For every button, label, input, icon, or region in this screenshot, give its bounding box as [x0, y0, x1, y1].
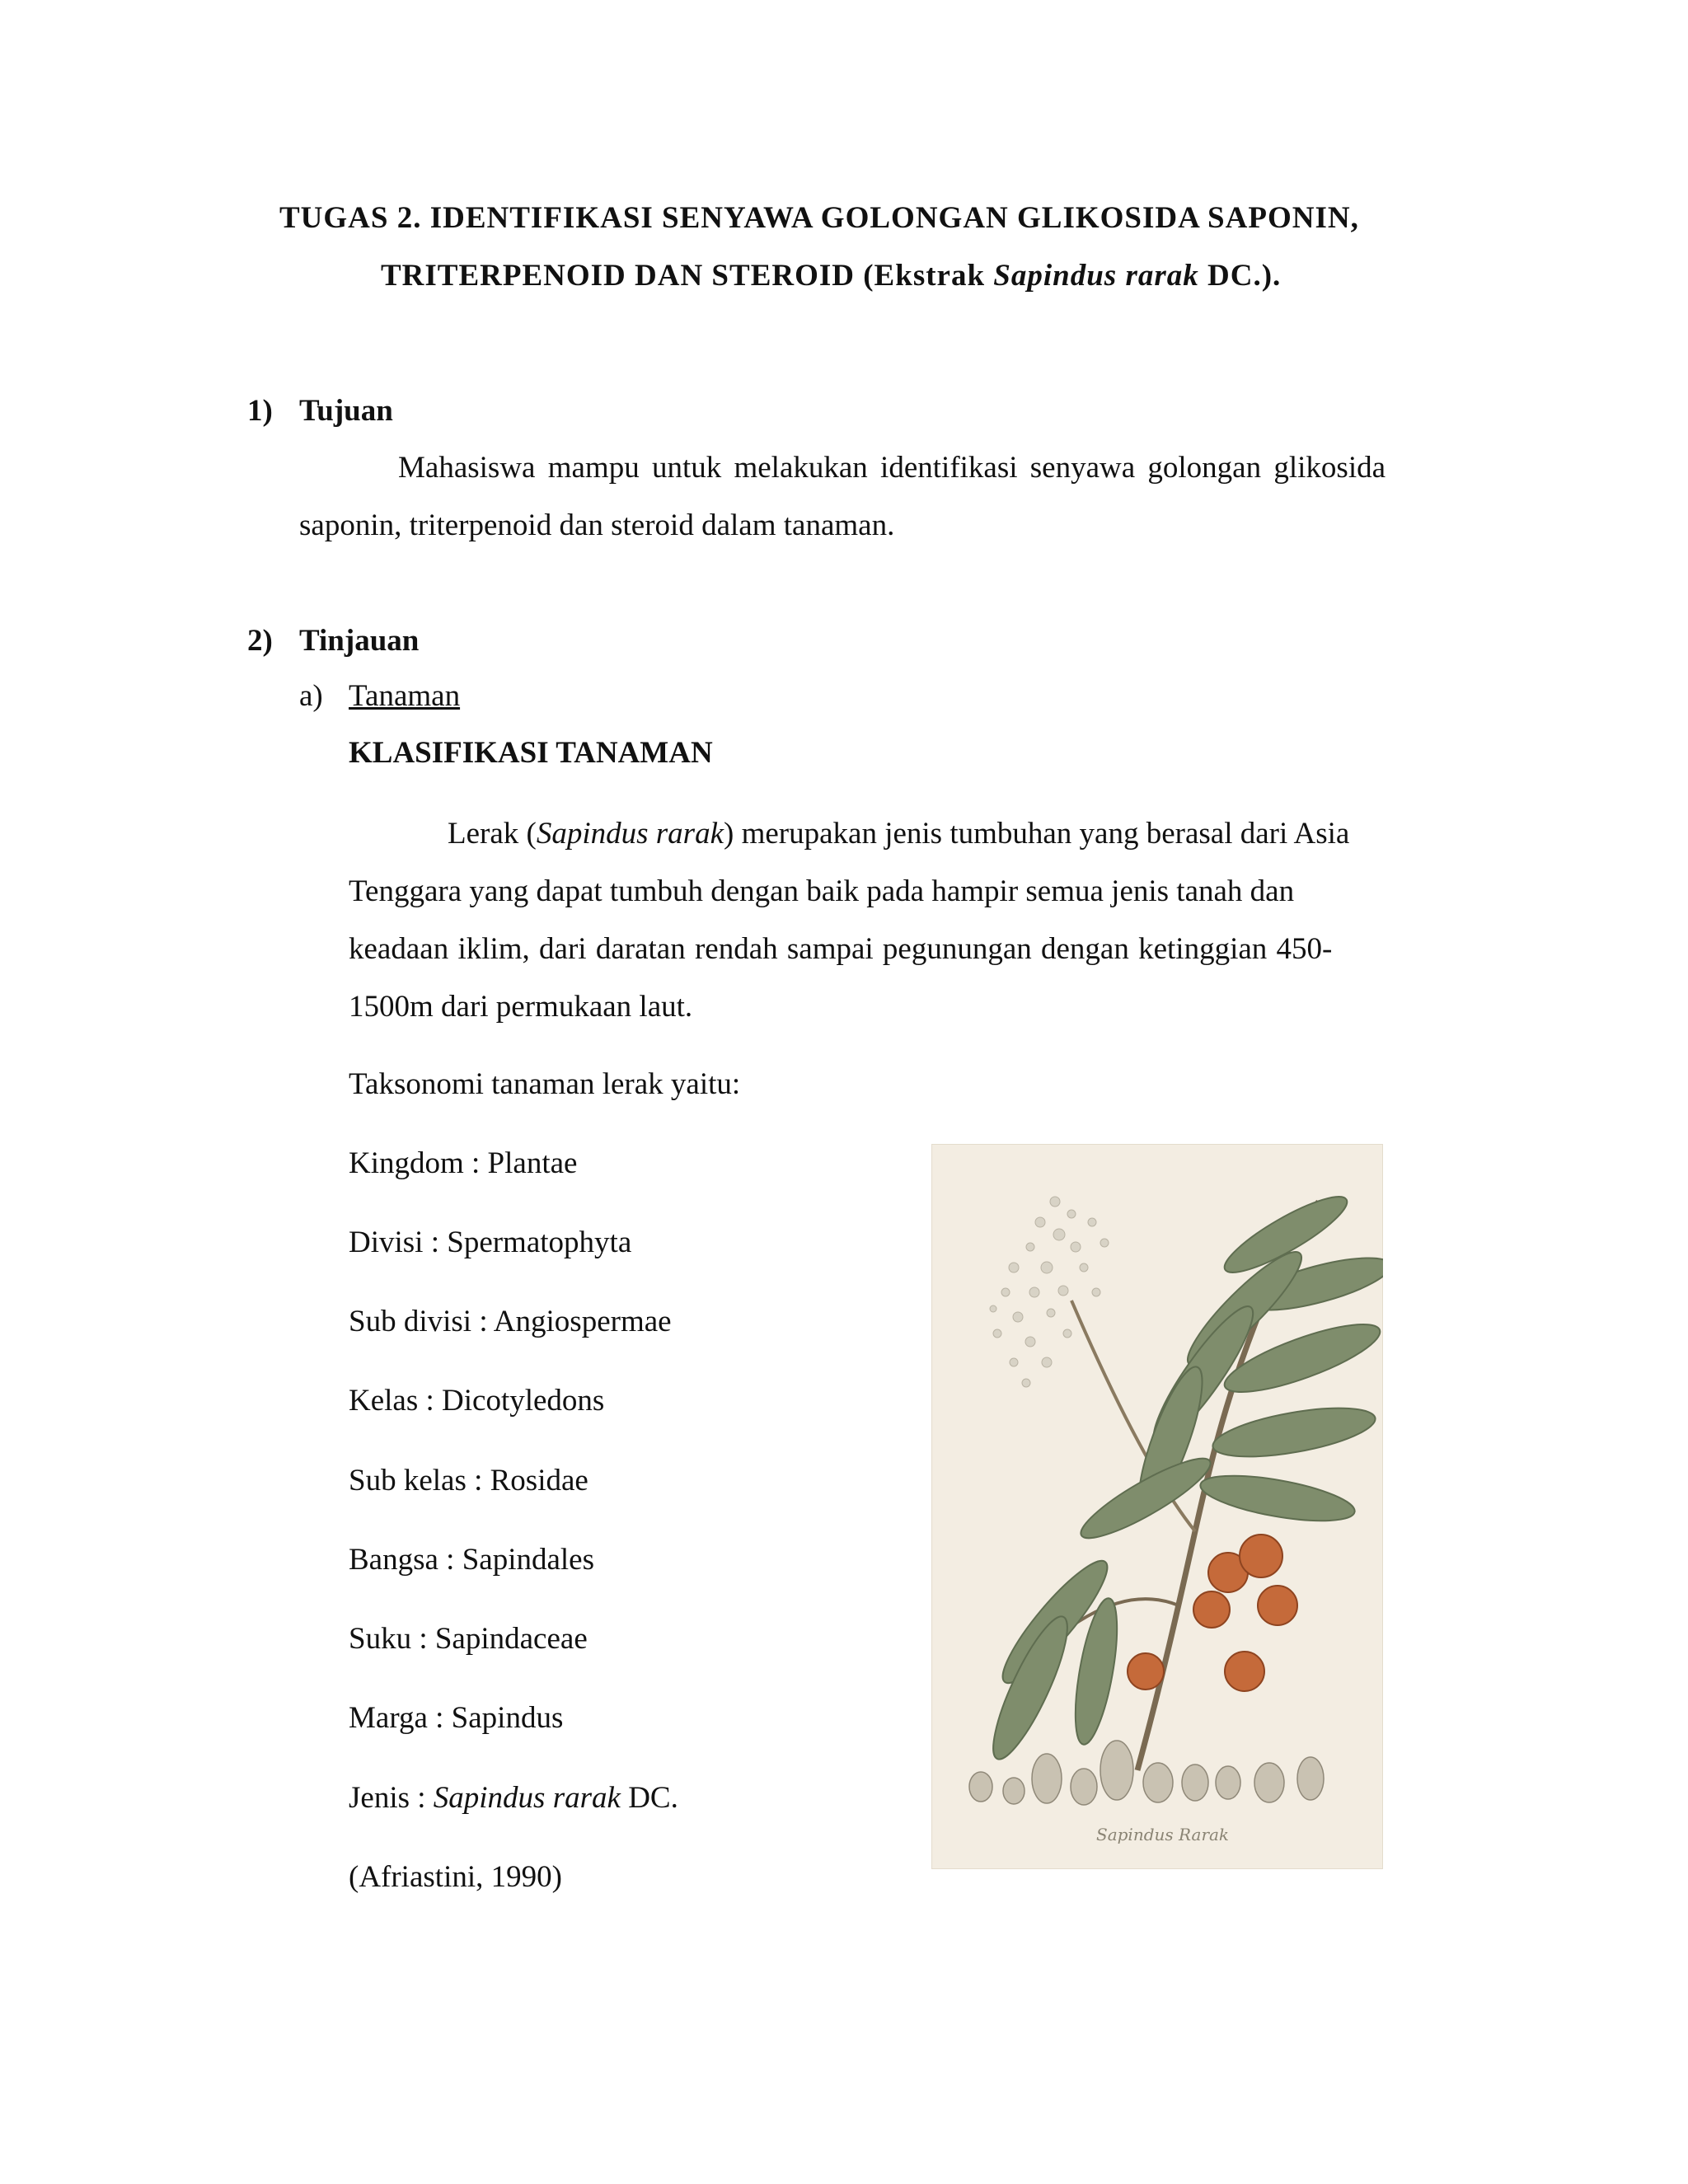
description-line1-pre: Lerak (: [448, 817, 537, 851]
seed-details: [969, 1741, 1324, 1805]
taxonomy-suku: Suku : Sapindaceae: [349, 1622, 588, 1656]
taxonomy-bangsa: Bangsa : Sapindales: [349, 1543, 595, 1577]
taxonomy-marga: Marga : Sapindus: [349, 1701, 564, 1735]
section1-heading: Tujuan: [299, 394, 393, 428]
fruits: [1128, 1535, 1297, 1691]
taxonomy-sub-divisi: Sub divisi : Angiospermae: [349, 1305, 672, 1338]
taxonomy-sub-kelas: Sub kelas : Rosidae: [349, 1464, 588, 1497]
section1-paragraph-line2: saponin, triterpenoid dan steroid dalam tanaman.: [299, 509, 895, 542]
description-species-italic: Sapindus rarak: [536, 817, 724, 851]
title-species-italic: Sapindus rarak: [993, 259, 1199, 293]
section2-number: 2): [247, 624, 273, 658]
section1-number: 1): [247, 394, 273, 428]
subsection-heading-tanaman: Tanaman: [349, 679, 461, 713]
document-title-line1: TUGAS 2. IDENTIFIKASI SENYAWA GOLONGAN GLIKOSIDA SAPONIN,: [279, 201, 1359, 235]
flower-cluster: [990, 1197, 1109, 1387]
leaves: [981, 1185, 1383, 1766]
subsection-letter: a): [299, 679, 323, 713]
subsection-title-klasifikasi: KLASIFIKASI TANAMAN: [349, 736, 713, 770]
description-line2: Tenggara yang dapat tumbuh dengan baik pada hampir semua jenis tanah dan: [349, 874, 1295, 908]
section1-paragraph-line1: Mahasiswa mampu untuk melakukan identifikasi senyawa golongan glikosida: [398, 451, 1386, 485]
document-title-line2: [381, 258, 1281, 293]
taxonomy-kingdom: Kingdom : Plantae: [349, 1146, 578, 1180]
taxonomy-jenis-label: Jenis :: [349, 1781, 434, 1815]
taxonomy-jenis: [349, 1780, 678, 1816]
taxonomy-jenis-italic: Sapindus rarak: [433, 1781, 621, 1815]
description-line1: [448, 816, 1349, 851]
section2-heading: Tinjauan: [299, 624, 420, 658]
taxonomy-intro: Taksonomi tanaman lerak yaitu:: [349, 1067, 741, 1101]
description-line1-post: ) merupakan jenis tumbuhan yang berasal dari Asia: [724, 817, 1350, 851]
taxonomy-kelas: Kelas : Dicotyledons: [349, 1384, 605, 1418]
description-line3: keadaan iklim, dari daratan rendah sampai pegunungan dengan ketinggian 450-: [349, 932, 1333, 966]
title-line2-suffix: DC.).: [1198, 259, 1282, 293]
description-line4: 1500m dari permukaan laut.: [349, 990, 693, 1024]
citation: (Afriastini, 1990): [349, 1860, 562, 1894]
illustration-caption: Sapindus Rarak: [1096, 1825, 1230, 1844]
title-line2-text: TRITERPENOID DAN STEROID (Ekstrak: [381, 259, 994, 293]
taxonomy-divisi: Divisi : Spermatophyta: [349, 1226, 632, 1259]
taxonomy-jenis-suffix: DC.: [620, 1781, 678, 1815]
sapindus-plant-drawing: [931, 1144, 1383, 1869]
botanical-illustration: [931, 1144, 1383, 1869]
